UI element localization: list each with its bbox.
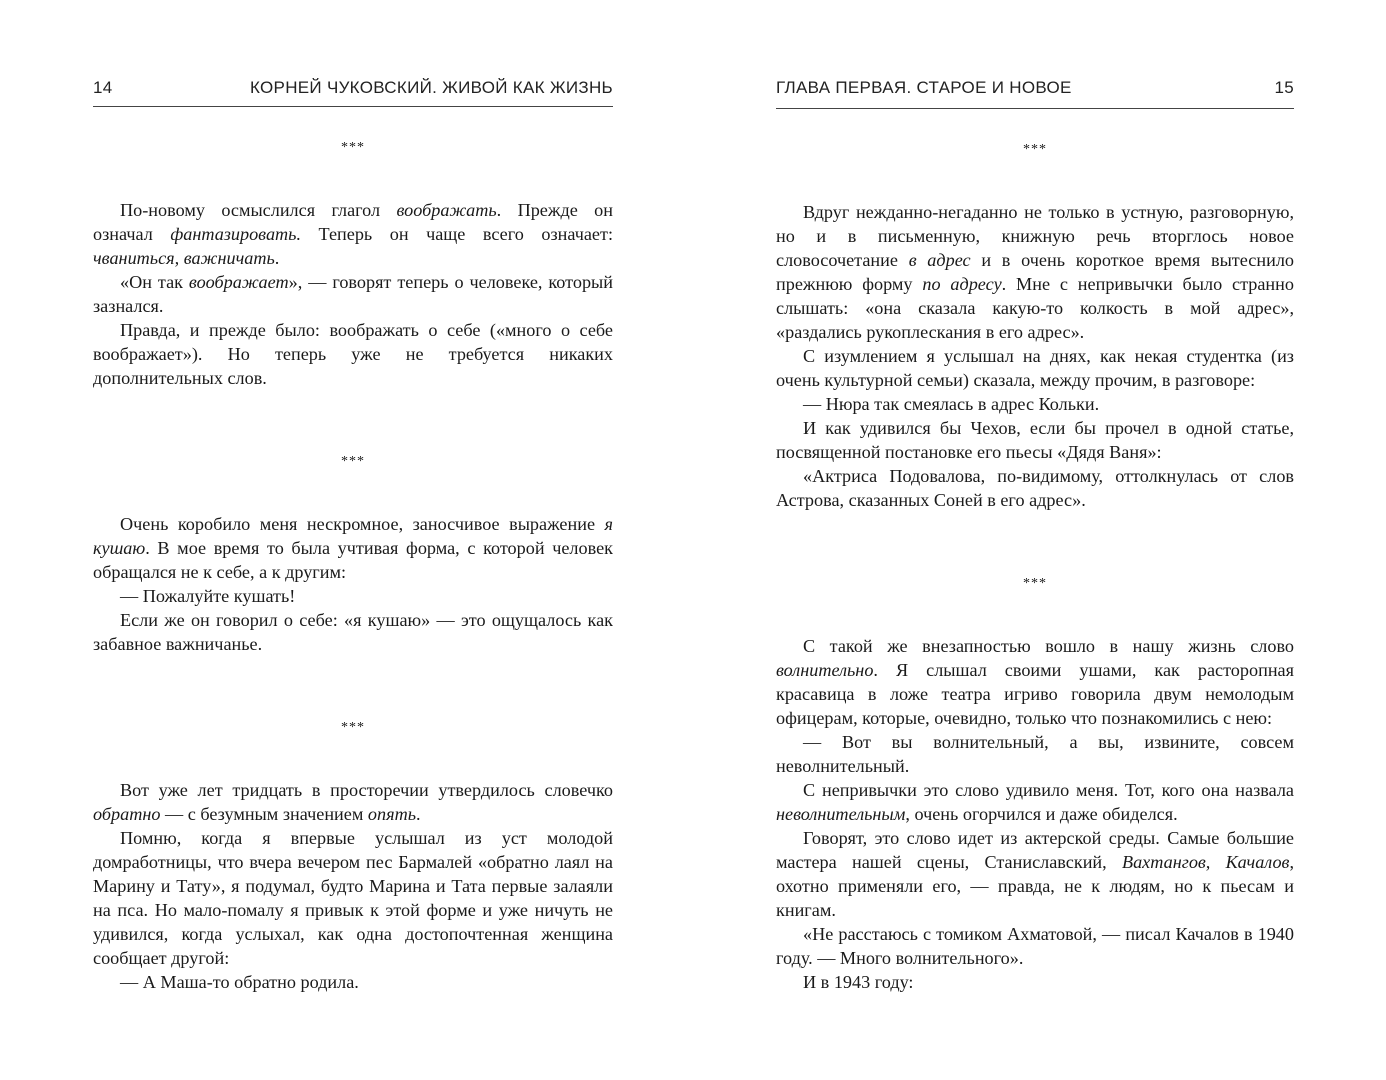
right-page-header (776, 78, 1294, 106)
paragraph: «Актриса Подовалова, по-видимому, оттолкнулась от слов Астрова, сказанных Соней в его адрес». (776, 466, 1294, 510)
right-header-rule (776, 108, 1294, 109)
section-separator: *** (341, 720, 365, 735)
right-page-number: 15 (1274, 78, 1294, 97)
paragraph: Вдруг нежданно-негаданно не только в устную, разговорную, но и в письменную, книжную речь вторглось новое словосочетание в адрес и в очень короткое время вытеснило прежнюю форму по адресу. Мне с непривычки было странно слышать: «она сказала какую-то колкость в мой адрес», «раздались рукоплескания в его адрес». (776, 202, 1294, 342)
section-separator: *** (1023, 142, 1047, 157)
paragraph: — Вот вы волнительный, а вы, извините, совсем неволнительный. (776, 732, 1294, 776)
paragraph: И как удивился бы Чехов, если бы прочел в одной статье, посвященной постановке его пьесы «Дядя Ваня»: (776, 418, 1294, 462)
paragraph: — А Маша-то обратно родила. (120, 972, 359, 992)
section-separator: *** (1023, 576, 1047, 591)
right-running-head: ГЛАВА ПЕРВАЯ. СТАРОЕ И НОВОЕ (776, 78, 1072, 97)
paragraph: Помню, когда я впервые услышал из уст молодой домработницы, что вчера вечером пес Бармалей «обратно лаял на Марину и Тату», я подумал, будто Марина и Тата первые залаяли на пса. Но мало-помалу я привык к этой форме и уже ничуть не удивился, когда услыхал, как одна достопочтенная женщина сообщает другой: (93, 828, 613, 968)
paragraph: Говорят, это слово идет из актерской среды. Самые большие мастера нашей сцены, Станиславский, Вахтангов, Качалов, охотно применяли его, — правда, не к людям, но к пьесам и книгам. (776, 828, 1294, 920)
paragraph: Вот уже лет тридцать в просторечии утвердилось словечко обратно — с безумным значением опять. (93, 780, 613, 824)
left-page-number: 14 (93, 78, 113, 97)
paragraph: И в 1943 году: (803, 972, 914, 992)
left-running-head: КОРНЕЙ ЧУКОВСКИЙ. ЖИВОЙ КАК ЖИЗНЬ (250, 78, 613, 97)
paragraph: — Нюра так смеялась в адрес Кольки. (803, 394, 1100, 414)
paragraph: Правда, и прежде было: воображать о себе («много о себе воображает»). Но теперь уже не требуется никаких дополнительных слов. (93, 320, 613, 388)
right-page-body (776, 138, 1294, 994)
paragraph: «Он так воображает», — говорят теперь о человеке, который зазнался. (93, 272, 613, 316)
paragraph: — Пожалуйте кушать! (120, 586, 296, 606)
left-page-header (93, 78, 613, 106)
left-header-rule (93, 106, 613, 107)
paragraph: Очень коробило меня нескромное, заносчивое выражение я кушаю. В мое время то была учтивая форма, с которой человек обращался не к себе, а к другим: (93, 514, 613, 582)
paragraph: По-новому осмыслился глагол воображать. Прежде он означал фантазировать. Теперь он чаще всего означает: чваниться, важничать. (93, 200, 613, 268)
paragraph: «Не расстаюсь с томиком Ахматовой, — писал Качалов в 1940 году. — Много волнительного». (776, 924, 1294, 968)
left-page-body (93, 136, 613, 994)
section-separator: *** (341, 140, 365, 155)
paragraph: С изумлением я услышал на днях, как некая студентка (из очень культурной семьи) сказала, между прочим, в разговоре: (776, 346, 1294, 390)
paragraph: С такой же внезапностью вошло в нашу жизнь слово волнительно. Я слышал своими ушами, как расторопная красавица в ложе театра игриво говорила двум немолодым офицерам, которые, очевидно, только что познакомились с нею: (776, 636, 1294, 728)
right-page (693, 0, 1386, 1080)
section-separator: *** (341, 454, 365, 469)
paragraph: С непривычки это слово удивило меня. Тот, кого она назвала неволнительным, очень огорчился и даже обиделся. (776, 780, 1294, 824)
paragraph: Если же он говорил о себе: «я кушаю» — это ощущалось как забавное важничанье. (93, 610, 613, 654)
